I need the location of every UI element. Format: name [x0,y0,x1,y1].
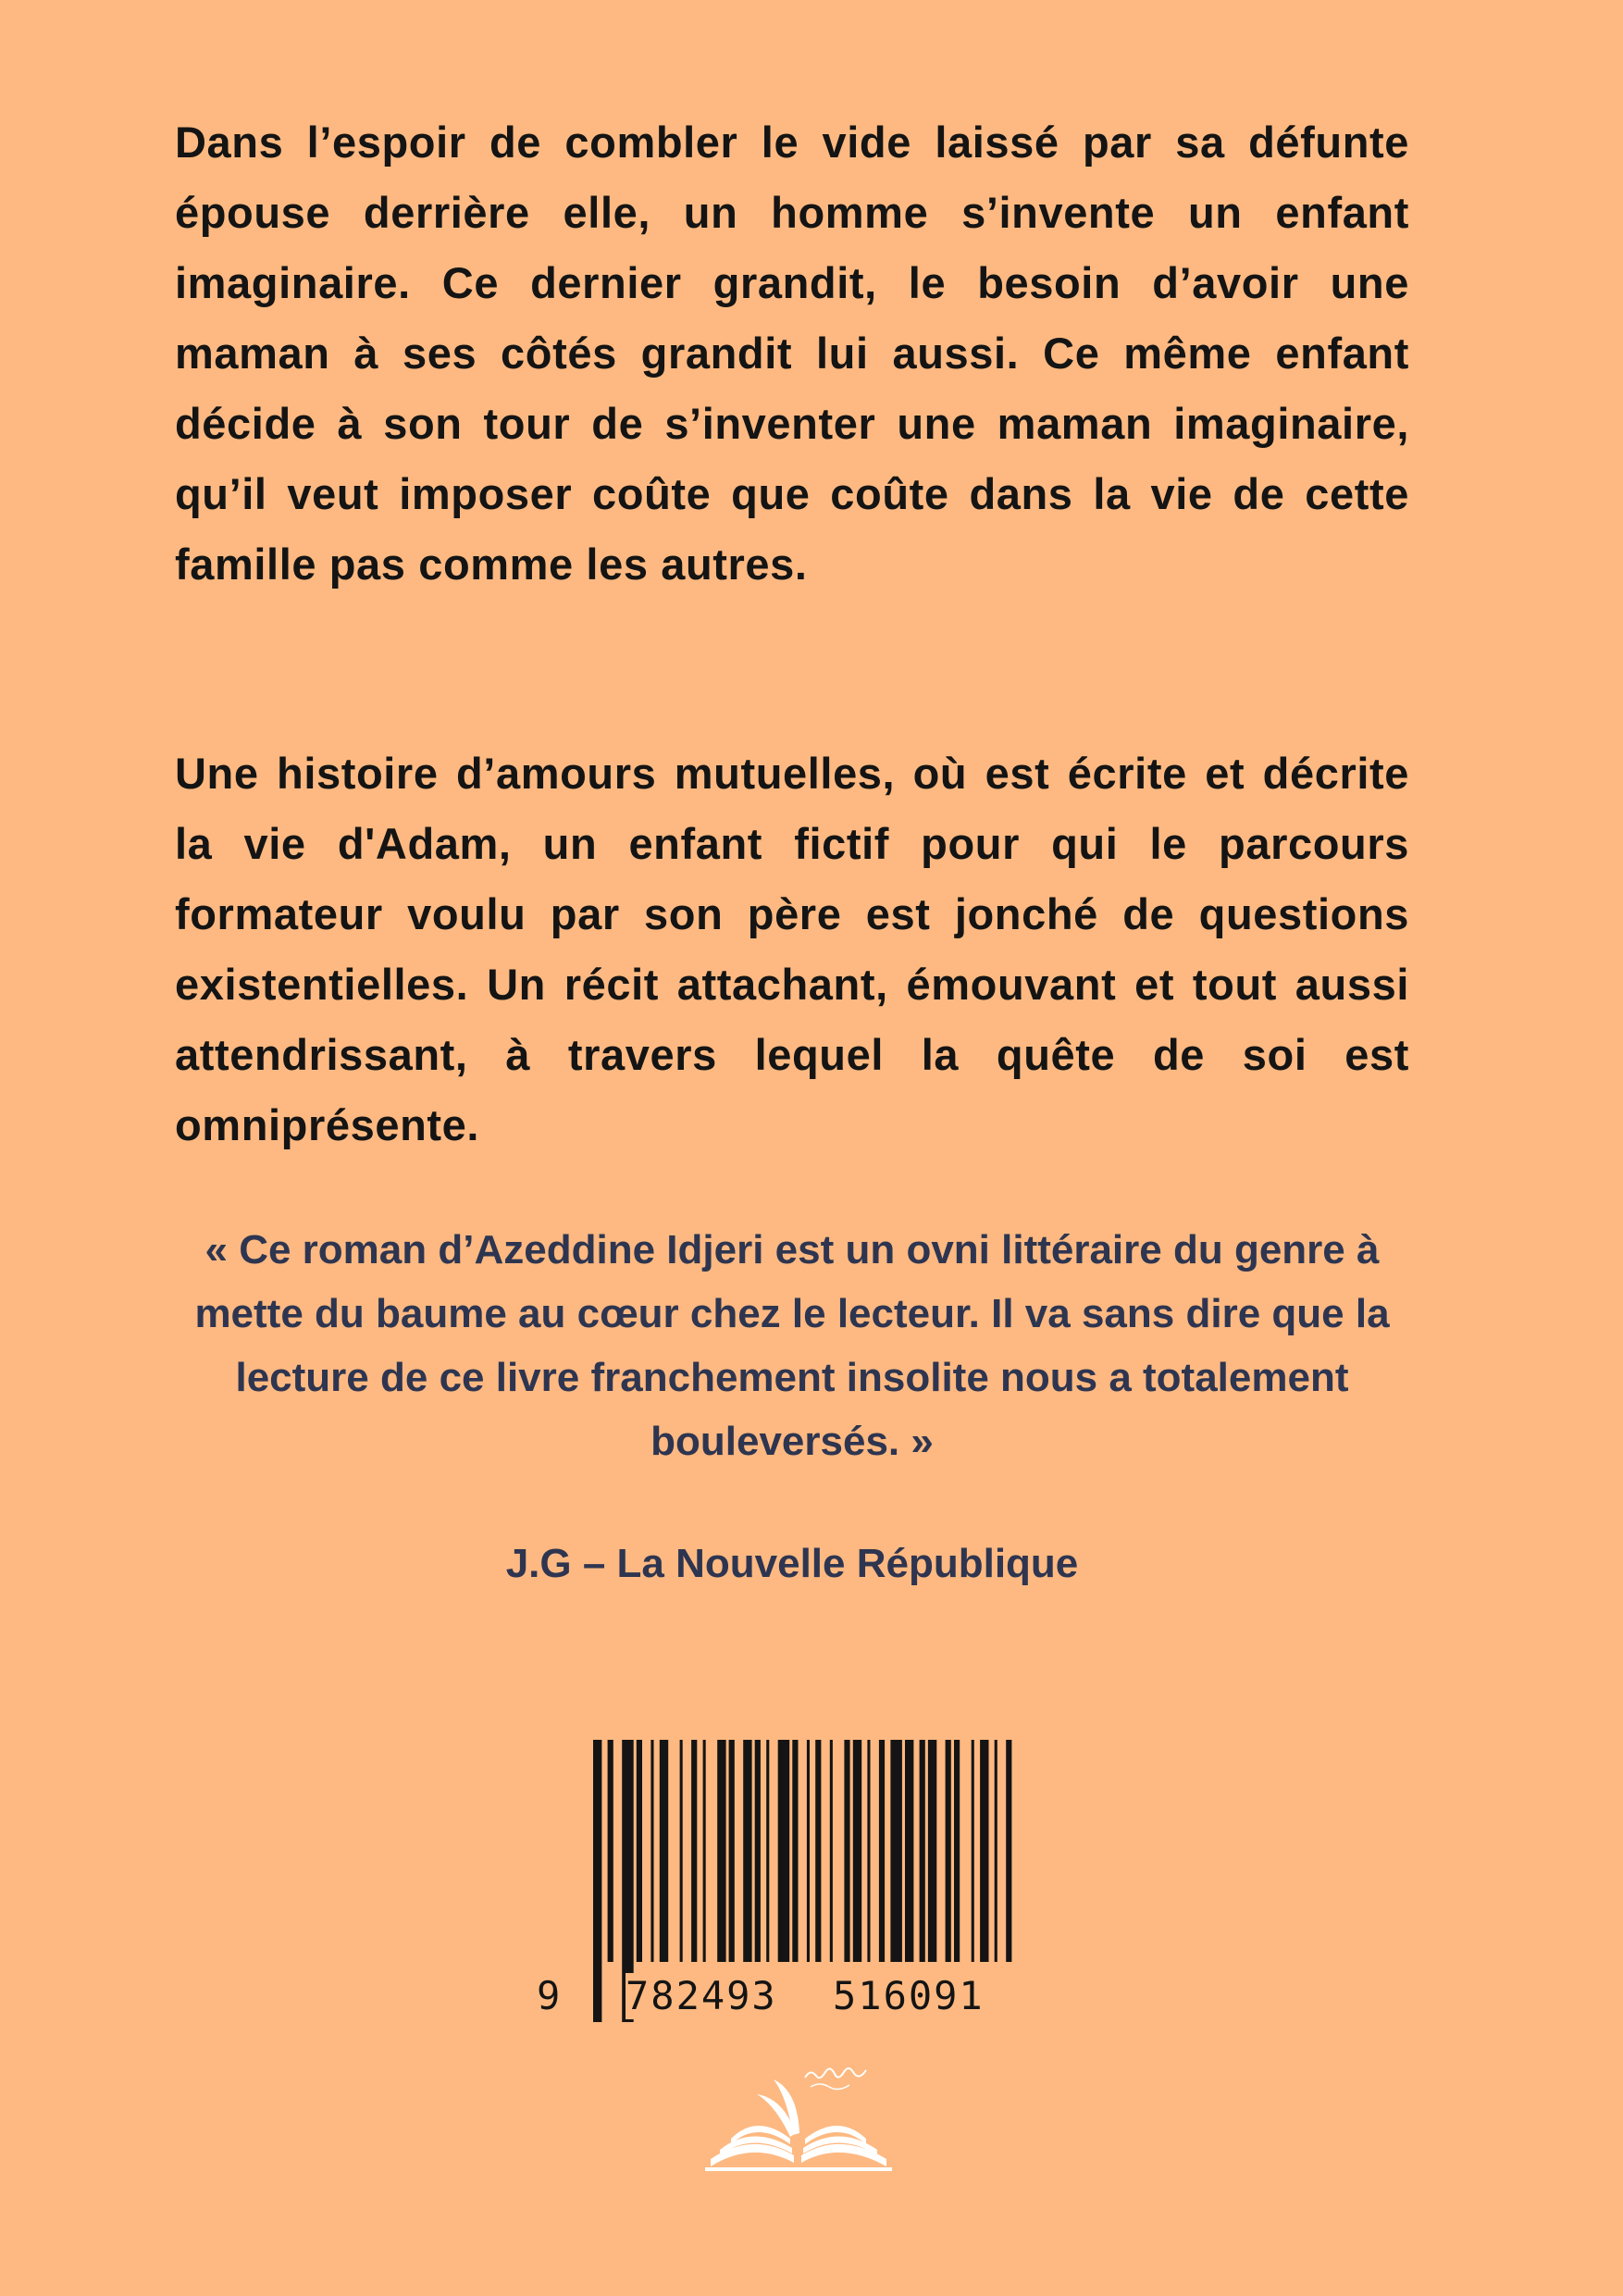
barcode-bar [766,1740,769,1962]
barcode-bar [946,1740,951,1962]
barcode-bar [743,1740,751,1962]
barcode-first-digit: 9 [537,1973,563,2018]
barcode-bar [680,1740,683,1962]
barcode-bar [954,1740,960,1962]
review-source: J.G – La Nouvelle République [505,1541,1079,1586]
barcode-bar [608,1740,613,1962]
barcode-bar [853,1740,861,1962]
barcode-bar [920,1740,925,1962]
barcode-bar [928,1740,936,1962]
barcode-bar [650,1740,653,1962]
barcode-bar [755,1740,761,1962]
barcode-bar [729,1740,735,1962]
review-quote: « Ce roman d’Azeddine Idjeri est un ovni littéraire du genre à mette du baume au cœur chez le lecteur. Il va sans dire que la lecture de ce livre franchement insolite nous a totalement bouleversés. » [194,1227,1390,1464]
barcode-bar [1006,1740,1011,1962]
barcode-bar [778,1740,790,1962]
barcode-bar [717,1740,725,1962]
barcode-bar [905,1740,913,1962]
barcode-bar [807,1740,810,1962]
barcode-bar [995,1740,997,1962]
barcode-bar [815,1740,821,1962]
barcode-bar [792,1740,798,1962]
barcode-left-digits: 782493 [626,1973,777,2018]
barcode-bar [867,1740,870,1962]
barcode-bar [844,1740,849,1962]
barcode-bar [980,1740,988,1962]
barcode-bar [703,1740,706,1962]
open-book-icon [701,2059,896,2175]
barcode-bar [691,1740,697,1962]
barcode-bar [972,1740,974,1962]
synopsis-paragraph-2: Une histoire d’amours mutuelles, où est écrite et décrite la vie d'Adam, un enfant fictif pour qui le parcours formateur voulu par son père est jonché de questions existentielles. Un récit attachant, émouvant et tout aussi attendrissant, à travers lequel la quête de soi est omniprésente. [175,749,1409,1149]
barcode-bar [593,1740,601,2022]
barcode-bar [879,1740,885,1962]
barcode-bar [660,1740,668,1962]
barcode-right-digits: 516091 [833,1973,985,2018]
synopsis-paragraph-1: Dans l’espoir de combler le vide laissé par sa défunte épouse derrière elle, un homme s’invente un enfant imaginaire. Ce dernier grandit, le besoin d’avoir une maman à ses côtés grandit lui aussi. Ce même enfant décide à son tour de s’inventer une maman imaginaire, qu’il veut imposer coûte que coûte dans la vie de cette famille pas comme les autres. [175,118,1409,589]
barcode-bar [637,1740,642,1962]
barcode-bar [890,1740,902,1962]
publisher-logo [701,2059,896,2175]
barcode-bar [830,1740,833,1962]
